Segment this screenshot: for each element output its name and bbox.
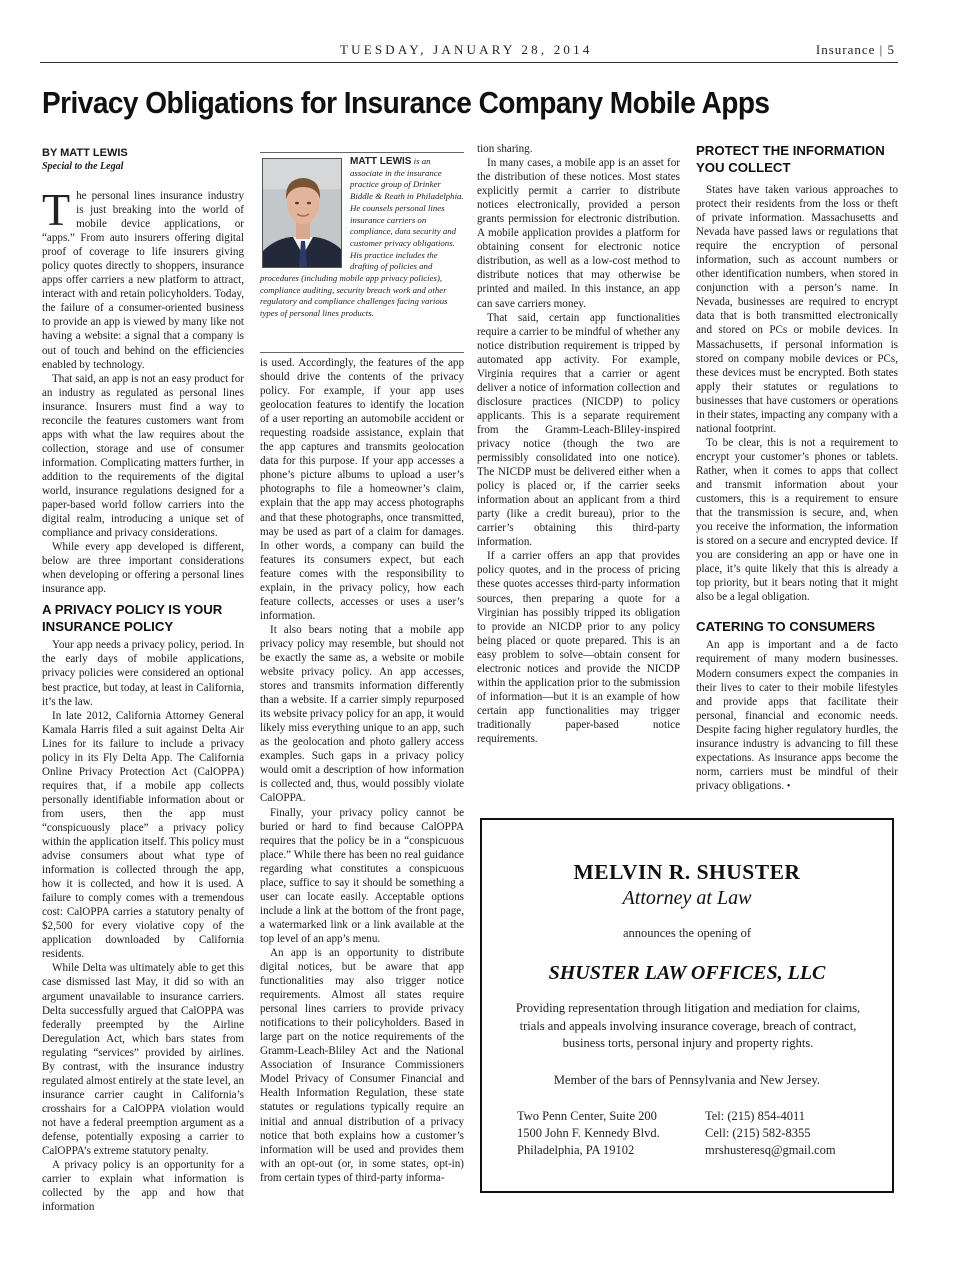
- section-page-label: Insurance | 5: [815, 42, 895, 57]
- paragraph: An app is an opportunity to distribute digital notices, but be aware that app functionalities may also trigger notice requirements. Almost all states require personal lines carriers to provide privacy notifications to their policyholders. Based in large part on the notice requirements of the Gramm-Leach-Bliley Act and the National Association of Insurance Commissioners Model Privacy of Consumer Financial and Health Information Regulation, these state statutes or regulations typically require an initial and annual distribution of a privacy notice that both explains how a customer’s information will be used and provides them with an opt-out (or, in some states, opt-in) from certain types of third-party informa-: [260, 946, 464, 1184]
- ad-contact-info: [705, 1108, 836, 1159]
- ad-cell: Cell: (215) 582-8355: [705, 1126, 811, 1140]
- law-office-advertisement: [480, 818, 894, 1193]
- ad-attorney-title: Attorney at Law: [622, 887, 752, 909]
- end-mark: •: [786, 780, 791, 792]
- author-bio-text: is an associate in the insurance practice group of Drinker Biddle & Reath in Philadelphia. He counsels personal lines insurance carriers on compliance, data security and customer privacy obligations. His practice includes the drafting of policies and procedures (including mobile app privacy policies), compliance auditing, security breach work and other regulatory and compliance challenges facing various types of personal lines products.: [260, 156, 464, 319]
- ad-bar-membership: Member of the bars of Pennsylvania and New Jersey.: [553, 1073, 821, 1087]
- article-column-1: [42, 146, 244, 1214]
- paragraph: The personal lines insurance industry is just breaking into the world of mobile device applications, or “apps.” From auto insurers offering digital proof of coverage to life insurers giving policy quotes directly to shoppers, insurance apps offer carriers a new platform to attract, interact with and retain policyholders. Today, the failure of a consumer-oriented business to provide an app is viewed by many like not having a website: a signal that a company is out of touch and behind on the efficiencies enabled by technology.: [42, 184, 244, 371]
- address-line: 1500 John F. Kennedy Blvd.: [517, 1126, 660, 1140]
- paragraph: If a carrier offers an app that provides policy quotes, and in the process of pricing these quotes accesses third-party information sources, then preparing a quote for a Virginian has possibly tripped its obligation to provide an NICDP prior to any policy being placed or quote prepared. This is an easy problem to solve—obtain consent for electronic notices and provide the NICDP within the application prior to the submission of information—but it is an example of how certain app functionalities may trigger traditionally paper-based notice requirements.: [477, 550, 680, 745]
- paragraph: That said, certain app functionalities require a carrier to be mindful of whether any notice distribution requirement is tripped by automated app activity. For example, Virginia requires that a carrier or agent deliver a notice of information collection and disclosure practices (NICDP) to policy applicants. This is a separate requirement from the Gramm-Leach-Bliley-inspired privacy notice (though the two are permissibly consolidated into one notice). The NICDP must be delivered either when a policy is placed or, if the carrier seeks information about an applicant from a third party (like a credit bureau), prior to the carrier’s obtaining this third-party information.: [477, 311, 680, 549]
- paragraph: is used. Accordingly, the features of the app should drive the contents of the privacy policy. For example, if your app uses geolocation features to identify the location of a user reporting an automobile accident or requesting roadside assistance, explain that the app captures and transmits geolocation data for this purpose. If your app accesses a phone’s picture albums to upload a user’s photographs to file a homeowner’s claim, explain that the app may access photographs and that these photographs, once transmitted, may be used as part of a claim for damages. In other words, a company can build the features its consumers expect, but each feature comes with the responsibility to explain, in the privacy policy, how each feature collects, accesses or uses a user’s information.: [260, 357, 464, 622]
- article-column-4: [696, 142, 898, 794]
- paragraph: Your app needs a privacy policy, period. In the early days of mobile applications, privacy policies were considered an optional best practice, but today, at least in California, it’s the law.: [42, 639, 244, 708]
- paragraph: Finally, your privacy policy cannot be buried or hard to find because CalOPPA requires that the policy be in a “conspicuous place.” While there has been no real guidance regarding what constitutes a conspicuous place, suffice to say it should be something a user can locate easily. Acceptable options include a link at the bottom of the front page, a watermarked link or a link available at the top level of an app’s menu.: [260, 806, 464, 945]
- drop-cap: T: [42, 184, 71, 235]
- ad-announcement: announces the opening of: [622, 926, 752, 940]
- issue-date: TUESDAY, JANUARY 28, 2014: [340, 42, 593, 57]
- author-bio-box: [260, 152, 464, 352]
- subhead: A PRIVACY POLICY IS YOUR INSURANCE POLICY: [42, 602, 223, 635]
- paragraph: An app is important and a de facto requirement of many modern businesses. Modern consumers expect the companies in their lives to cater to their mobile lifestyles and provide apps that facilitate their personal, financial and economic needs. Despite facing higher regulatory hurdles, the insurance industry is advancing to fill these expectations. As insurance apps become the norm, carriers must be mindful of their privacy obligations. •: [696, 639, 898, 792]
- paragraph: States have taken various approaches to protect their residents from the loss or theft of private information. Massachusetts and Nevada have passed laws or regulations that require the encryption of personal information, such as account numbers or other identification numbers, when stored in conjunction with a person’s name. In Nevada, businesses are required to encrypt data that is both transmitted electronically and stored on PCs or mobile devices. In Massachusetts, if personal information is stored on company mobile devices or PCs, these devices must be encrypted. Both states apply their statutes or regulations to businesses that have customers or operations in their states, impacting any company with a national footprint.: [696, 184, 898, 435]
- subhead: PROTECT THE INFORMATION YOU COLLECT: [696, 143, 885, 175]
- address-line: Philadelphia, PA 19102: [517, 1143, 635, 1157]
- divider: [260, 352, 464, 353]
- ad-email: mrshusteresq@gmail.com: [705, 1143, 836, 1157]
- ad-description: Providing representation through litigation and mediation for claims, trials and appeals involving insurance coverage, breach of contract, business torts, personal injury and property rights.: [515, 1001, 861, 1050]
- ad-firm-name: SHUSTER LAW OFFICES, LLC: [548, 962, 826, 984]
- article-column-2: [260, 356, 464, 1185]
- byline-role: Special to the Legal: [42, 161, 124, 172]
- author-bio: [260, 156, 464, 320]
- paragraph: That said, an app is not an easy product for an industry as regulated as personal lines insurance. Insurers must find a way to reconcile the features customers want from apps with what the law requires about the collection, storage and use of consumer information. Complicating matters further, in addition to the requirements of the digital world, insurance regulations designed for a paper-based world follow carriers into the digital realm, introducing a unique set of compliance and privacy considerations.: [42, 372, 244, 540]
- byline: BY MATT LEWIS: [42, 147, 128, 159]
- ad-address: [517, 1108, 660, 1159]
- page-header: [40, 40, 898, 63]
- paragraph: A privacy policy is an opportunity for a carrier to explain what information is collected by the app and how that information: [42, 1159, 244, 1214]
- paragraph: While Delta was ultimately able to get this case dismissed last May, it did so with an argument unavailable to insurance carriers. Delta successfully argued that CalOPPA was federally preempted by the Airline Deregulation Act, which bars states from regulating “services” provided by airlines. By contrast, with the insurance industry regulated almost entirely at the state level, an insurance carrier caught in California’s crosshairs for a CalOPPA violation would not have a federal preemption argument as a defense, potentially exposing a carrier to CalOPPA’s extreme statutory penalty.: [42, 962, 244, 1158]
- paragraph: In many cases, a mobile app is an asset for the distribution of these notices. Most states explicitly permit a carrier to distribute notices electronically, provided a person grants permission for electronic distribution. A mobile application provides a platform for obtaining consent for electronic notice distribution, as well as a low-cost method to distribute notices that may otherwise be printed and mailed. In this instance, an app can save carriers money.: [477, 157, 680, 310]
- ad-attorney-name: MELVIN R. SHUSTER: [573, 860, 801, 884]
- paragraph: It also bears noting that a mobile app privacy policy may resemble, but should not be exactly the same as, a website or mobile website privacy policy. An app accesses, stores and transmits information differently than a website. If a carrier simply repurposed its website privacy policy for an app, it would likely miss everything unique to an app, such as the geolocation and photo gallery access examples. Such gaps in a privacy policy would omit a description of how information is collected and, thus, would possibly violate CalOPPA.: [260, 623, 464, 805]
- paragraph: tion sharing.: [477, 143, 533, 155]
- ad-phone: Tel: (215) 854-4011: [705, 1109, 806, 1123]
- subhead: CATERING TO CONSUMERS: [696, 619, 876, 635]
- paragraph: To be clear, this is not a requirement to encrypt your customer’s phones or tablets. Rather, when it comes to apps that collect and transmit information about your customers, this is a requirement to ensure that the transmission is secure, and, when you receive the information, the information is stored on a secure and encrypted device. If you are considering an app or have one in place, it’s quite likely that this is already a top priority, but it bears noting that it might also be a legal obligation.: [696, 436, 898, 604]
- paragraph: While every app developed is different, below are three important considerations when developing or offering a personal lines insurance app.: [42, 541, 244, 596]
- author-name: MATT LEWIS: [350, 156, 412, 167]
- article-column-3: [477, 142, 680, 746]
- article-headline: Privacy Obligations for Insurance Company Mobile Apps: [42, 86, 770, 120]
- address-line: Two Penn Center, Suite 200: [517, 1109, 657, 1123]
- paragraph: In late 2012, California Attorney General Kamala Harris filed a suit against Delta Air Lines for its failure to include a privacy policy in its Fly Delta App. The California Online Privacy Protection Act (CalOPPA) requires that, if a mobile app collects personally identifiable information about or from users, then the app must “conspicuously place” a privacy policy within the application itself. This policy must advise consumers about what type of information is collected through the app, how it is collected, and how it is used. A failure to comply comes with a tremendous cost: CalOPPA carries a statutory penalty of $2,500 for every violative copy of the application downloaded by California residents.: [42, 709, 244, 961]
